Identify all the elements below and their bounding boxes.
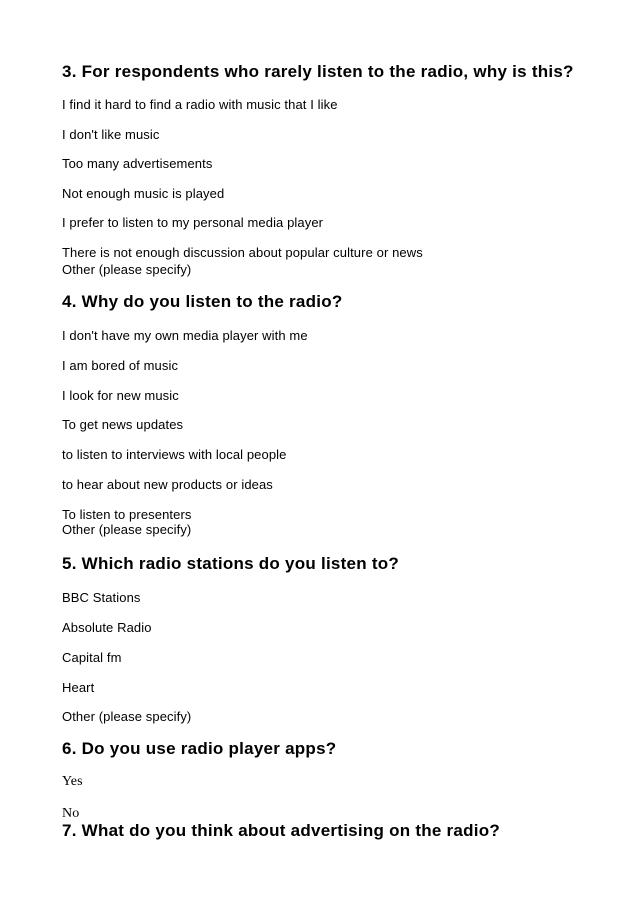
question-6-option-yes: Yes: [62, 774, 83, 789]
question-4-option-other: Other (please specify): [62, 522, 192, 537]
question-4-option-4: To get news updates: [62, 417, 184, 432]
question-4-option-3: I look for new music: [62, 388, 179, 403]
question-4-option-2: I am bored of music: [62, 358, 179, 373]
question-3-option-2: I don't like music: [62, 127, 160, 142]
question-6-option-no: No: [62, 806, 80, 821]
question-3-option-1: I find it hard to find a radio with music that I like: [62, 97, 338, 112]
question-3-title: 3. For respondents who rarely listen to the radio, why is this?: [62, 62, 574, 81]
question-7-title: 7. What do you think about advertising on the radio?: [62, 821, 501, 840]
question-4-title: 4. Why do you listen to the radio?: [62, 292, 343, 311]
question-3-option-6: There is not enough discussion about popular culture or news: [62, 245, 423, 260]
question-3-option-5: I prefer to listen to my personal media player: [62, 215, 324, 230]
question-4-option-1: I don't have my own media player with me: [62, 328, 308, 343]
question-6-title: 6. Do you use radio player apps?: [62, 739, 337, 758]
question-3-option-other: Other (please specify): [62, 262, 192, 277]
question-5-option-other: Other (please specify): [62, 709, 192, 724]
question-3-option-4: Not enough music is played: [62, 186, 225, 201]
question-4-option-5: to listen to interviews with local people: [62, 447, 287, 462]
question-5-option-1: BBC Stations: [62, 590, 141, 605]
question-5-option-2: Absolute Radio: [62, 620, 152, 635]
question-4-option-7: To listen to presenters: [62, 507, 192, 522]
question-4-option-6: to hear about new products or ideas: [62, 477, 273, 492]
question-3-option-3: Too many advertisements: [62, 156, 213, 171]
question-5-option-4: Heart: [62, 680, 95, 695]
question-5-option-3: Capital fm: [62, 650, 122, 665]
question-5-title: 5. Which radio stations do you listen to?: [62, 554, 400, 573]
